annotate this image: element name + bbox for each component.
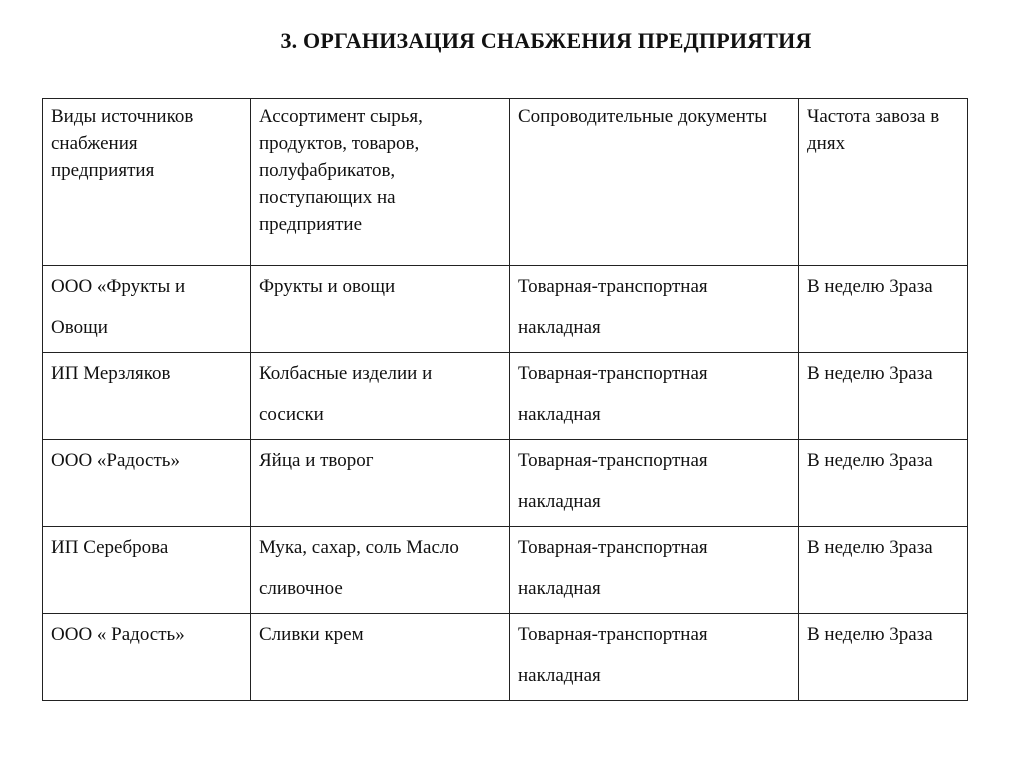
table-row [43, 527, 968, 614]
cell-source: ООО «Радость» [43, 440, 251, 527]
cell-frequency: В неделю 3раза [799, 614, 968, 701]
table-row [43, 353, 968, 440]
table-row [43, 614, 968, 701]
cell-frequency: В неделю 3раза [799, 266, 968, 353]
cell-source: ООО «Фрукты и Овощи [43, 266, 251, 353]
table-row [43, 440, 968, 527]
header-assortment: Ассортимент сырья, продуктов, товаров, полуфабрикатов, поступающих на предприятие [251, 99, 510, 266]
cell-documents: Товарная-транспортная накладная [510, 353, 799, 440]
supply-sources-table [42, 98, 968, 701]
cell-assortment: Сливки крем [251, 614, 510, 701]
table-header-row [43, 99, 968, 266]
cell-assortment: Яйца и творог [251, 440, 510, 527]
cell-frequency: В неделю 3раза [799, 440, 968, 527]
cell-source: ООО « Радость» [43, 614, 251, 701]
header-source: Виды источников снабжения предприятия [43, 99, 251, 266]
header-documents: Сопроводительные документы [510, 99, 799, 266]
cell-frequency: В неделю 3раза [799, 527, 968, 614]
cell-assortment: Колбасные изделии и сосиски [251, 353, 510, 440]
page-title [0, 28, 1024, 54]
cell-documents: Товарная-транспортная накладная [510, 266, 799, 353]
cell-source: ИП Сереброва [43, 527, 251, 614]
page-title-text: 3. ОРГАНИЗАЦИЯ СНАБЖЕНИЯ ПРЕДПРИЯТИЯ [280, 28, 812, 53]
header-frequency: Частота завоза в днях [799, 99, 968, 266]
cell-documents: Товарная-транспортная накладная [510, 440, 799, 527]
cell-assortment: Мука, сахар, соль Масло сливочное [251, 527, 510, 614]
cell-documents: Товарная-транспортная накладная [510, 527, 799, 614]
cell-source: ИП Мерзляков [43, 353, 251, 440]
cell-assortment: Фрукты и овощи [251, 266, 510, 353]
cell-frequency: В неделю 3раза [799, 353, 968, 440]
table-row [43, 266, 968, 353]
cell-documents: Товарная-транспортная накладная [510, 614, 799, 701]
